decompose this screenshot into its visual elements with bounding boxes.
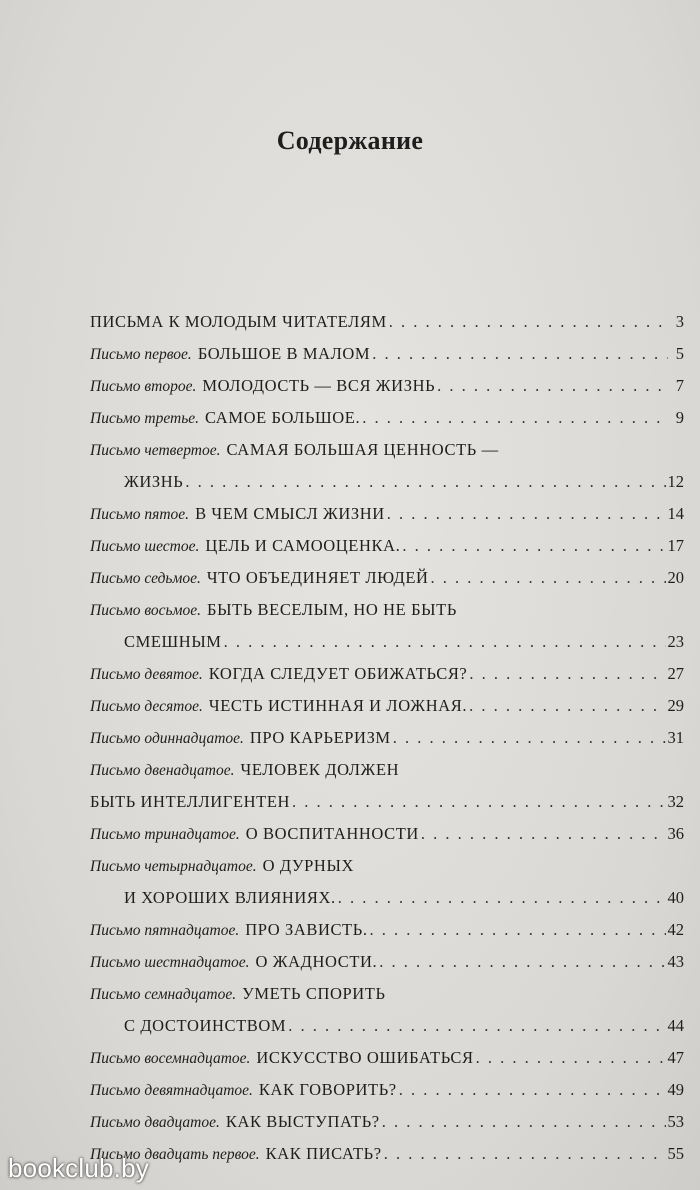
dot-leader xyxy=(362,402,668,434)
toc-entry xyxy=(90,402,684,434)
toc-entry-title: КАК ПИСАТЬ? xyxy=(265,1144,382,1163)
toc-page-number: 7 xyxy=(675,376,684,395)
toc-entry xyxy=(90,722,684,754)
toc-page-number: 5 xyxy=(675,344,684,363)
toc-page-number: 9 xyxy=(675,408,684,427)
toc-entry-title: ЧЕЛОВЕК ДОЛЖЕН xyxy=(240,760,400,779)
toc-entry-title: ПИСЬМА К МОЛОДЫМ ЧИТАТЕЛЯМ xyxy=(90,312,387,331)
dot-leader xyxy=(431,562,666,594)
toc-page-number: 23 xyxy=(667,632,684,651)
toc-entry xyxy=(90,530,684,562)
toc-page-number: 14 xyxy=(667,504,684,523)
toc-entry-title-continued: СМЕШНЫМ xyxy=(124,632,222,651)
dot-leader xyxy=(402,530,665,562)
toc-entry xyxy=(90,690,684,722)
toc-entry-title: БЫТЬ ВЕСЕЛЫМ, НО НЕ БЫТЬ xyxy=(207,600,457,619)
dot-leader xyxy=(476,1042,666,1074)
dot-leader xyxy=(338,882,666,914)
toc-entry-prefix: Письмо четвертое. xyxy=(90,442,221,459)
dot-leader xyxy=(469,658,665,690)
toc-entry-title-continued: С ДОСТОИНСТВОМ xyxy=(124,1016,287,1035)
toc-entry xyxy=(90,306,684,338)
toc-entry-prefix: Письмо девятое. xyxy=(90,666,203,683)
toc-entry-prefix: Письмо двадцать первое. xyxy=(90,1146,260,1163)
toc-entry-prefix: Письмо одиннадцатое. xyxy=(90,730,244,747)
toc-entry xyxy=(90,946,684,978)
toc-page-number: 44 xyxy=(667,1016,684,1035)
dot-leader xyxy=(382,1106,666,1138)
toc-entry xyxy=(90,1074,684,1106)
watermark: bookclub.by xyxy=(8,1153,149,1183)
toc-entry-prefix: Письмо двенадцатое. xyxy=(90,762,235,779)
toc-page-number: 3 xyxy=(675,312,684,331)
toc-entry-title: САМАЯ БОЛЬШАЯ ЦЕННОСТЬ — xyxy=(226,440,499,459)
toc-page-number: 55 xyxy=(667,1144,684,1163)
toc-entry-continuation xyxy=(90,786,684,818)
toc-entry xyxy=(90,498,684,530)
dot-leader xyxy=(421,818,666,850)
toc-entry-title: МОЛОДОСТЬ — ВСЯ ЖИЗНЬ xyxy=(202,376,436,395)
toc-entry-title-continued: БЫТЬ ИНТЕЛЛИГЕНТЕН xyxy=(90,792,291,811)
toc-entry-prefix: Письмо семнадцатое. xyxy=(90,986,237,1003)
toc-entry xyxy=(90,370,684,402)
dot-leader xyxy=(469,690,665,722)
toc-entry-prefix: Письмо седьмое. xyxy=(90,570,201,587)
toc-entry-prefix: Письмо четырнадцатое. xyxy=(90,858,257,875)
toc-entry xyxy=(90,434,684,466)
toc-entry xyxy=(90,1138,684,1170)
toc-page-number: 29 xyxy=(667,696,684,715)
toc-entry xyxy=(90,594,684,626)
toc-entry-title: КАК ГОВОРИТЬ? xyxy=(258,1080,397,1099)
table-of-contents xyxy=(90,306,684,1170)
toc-entry-continuation xyxy=(90,466,684,498)
toc-entry-title: УМЕТЬ СПОРИТЬ xyxy=(242,984,386,1003)
toc-entry-title: ПРО ЗАВИСТЬ. xyxy=(245,920,368,939)
dot-leader xyxy=(224,626,666,658)
toc-entry xyxy=(90,338,684,370)
toc-page-number: 27 xyxy=(667,664,684,683)
toc-entry-title: О ДУРНЫХ xyxy=(262,856,354,875)
dot-leader xyxy=(389,306,668,338)
toc-entry xyxy=(90,978,684,1010)
toc-entry-continuation xyxy=(90,1010,684,1042)
toc-page-number: 31 xyxy=(667,728,684,747)
toc-entry xyxy=(90,1042,684,1074)
toc-entry xyxy=(90,754,684,786)
toc-entry-prefix: Письмо пятое. xyxy=(90,506,190,523)
toc-entry-continuation xyxy=(90,882,684,914)
dot-leader xyxy=(379,946,665,978)
toc-entry-title: ЧТО ОБЪЕДИНЯЕТ ЛЮДЕЙ xyxy=(206,568,429,587)
dot-leader xyxy=(437,370,668,402)
toc-entry-title-continued: ЖИЗНЬ xyxy=(124,472,184,491)
toc-page-number: 42 xyxy=(667,920,684,939)
toc-entry-prefix: Письмо восьмое. xyxy=(90,602,201,619)
toc-entry-title-continued: И ХОРОШИХ ВЛИЯНИЯХ. xyxy=(124,888,336,907)
dot-leader xyxy=(292,786,665,818)
dot-leader xyxy=(288,1010,665,1042)
toc-entry xyxy=(90,818,684,850)
toc-page-number: 47 xyxy=(667,1048,684,1067)
toc-entry-title: КАК ВЫСТУПАТЬ? xyxy=(225,1112,380,1131)
toc-entry-prefix: Письмо шестнадцатое. xyxy=(90,954,250,971)
toc-entry-title: САМОЕ БОЛЬШОЕ. xyxy=(205,408,361,427)
dot-leader xyxy=(372,338,668,370)
toc-entry-title: ЧЕСТЬ ИСТИННАЯ И ЛОЖНАЯ. xyxy=(208,696,468,715)
toc-page-number: 17 xyxy=(667,536,684,555)
toc-entry xyxy=(90,562,684,594)
toc-entry-prefix: Письмо первое. xyxy=(90,346,192,363)
toc-entry-prefix: Письмо шестое. xyxy=(90,538,200,555)
toc-entry-prefix: Письмо девятнадцатое. xyxy=(90,1082,253,1099)
toc-entry-title: В ЧЕМ СМЫСЛ ЖИЗНИ xyxy=(195,504,385,523)
toc-entry-title: БОЛЬШОЕ В МАЛОМ xyxy=(197,344,371,363)
toc-entry-prefix: Письмо третье. xyxy=(90,410,200,427)
dot-leader xyxy=(399,1074,666,1106)
dot-leader xyxy=(387,498,666,530)
toc-entry xyxy=(90,658,684,690)
toc-entry xyxy=(90,1106,684,1138)
toc-entry-title: О ЖАДНОСТИ. xyxy=(255,952,378,971)
toc-page-number: 43 xyxy=(667,952,684,971)
page-title: Содержание xyxy=(276,126,424,155)
toc-page-number: 32 xyxy=(667,792,684,811)
toc-entry-continuation xyxy=(90,626,684,658)
toc-entry-title: О ВОСПИТАННОСТИ xyxy=(245,824,419,843)
dot-leader xyxy=(370,914,666,946)
toc-entry-prefix: Письмо десятое. xyxy=(90,698,203,715)
toc-entry-prefix: Письмо пятнадцатое. xyxy=(90,922,240,939)
toc-page-number: 40 xyxy=(667,888,684,907)
dot-leader xyxy=(185,466,665,498)
toc-entry-prefix: Письмо тринадцатое. xyxy=(90,826,240,843)
toc-page-number: 49 xyxy=(667,1080,684,1099)
toc-page-number: 36 xyxy=(667,824,684,843)
toc-entry xyxy=(90,914,684,946)
toc-entry-title: КОГДА СЛЕДУЕТ ОБИЖАТЬСЯ? xyxy=(208,664,468,683)
toc-entry-prefix: Письмо восемнадцатое. xyxy=(90,1050,251,1067)
dot-leader xyxy=(384,1138,666,1170)
toc-entry-title: ИСКУССТВО ОШИБАТЬСЯ xyxy=(256,1048,474,1067)
toc-page-number: 20 xyxy=(667,568,684,587)
toc-page-number: 53 xyxy=(667,1112,684,1131)
toc-entry-title: ЦЕЛЬ И САМООЦЕНКА. xyxy=(205,536,401,555)
toc-page-number: 12 xyxy=(667,472,684,491)
toc-entry-title: ПРО КАРЬЕРИЗМ xyxy=(249,728,391,747)
toc-entry xyxy=(90,850,684,882)
dot-leader xyxy=(393,722,666,754)
toc-entry-prefix: Письмо второе. xyxy=(90,378,197,395)
toc-entry-prefix: Письмо двадцатое. xyxy=(90,1114,220,1131)
